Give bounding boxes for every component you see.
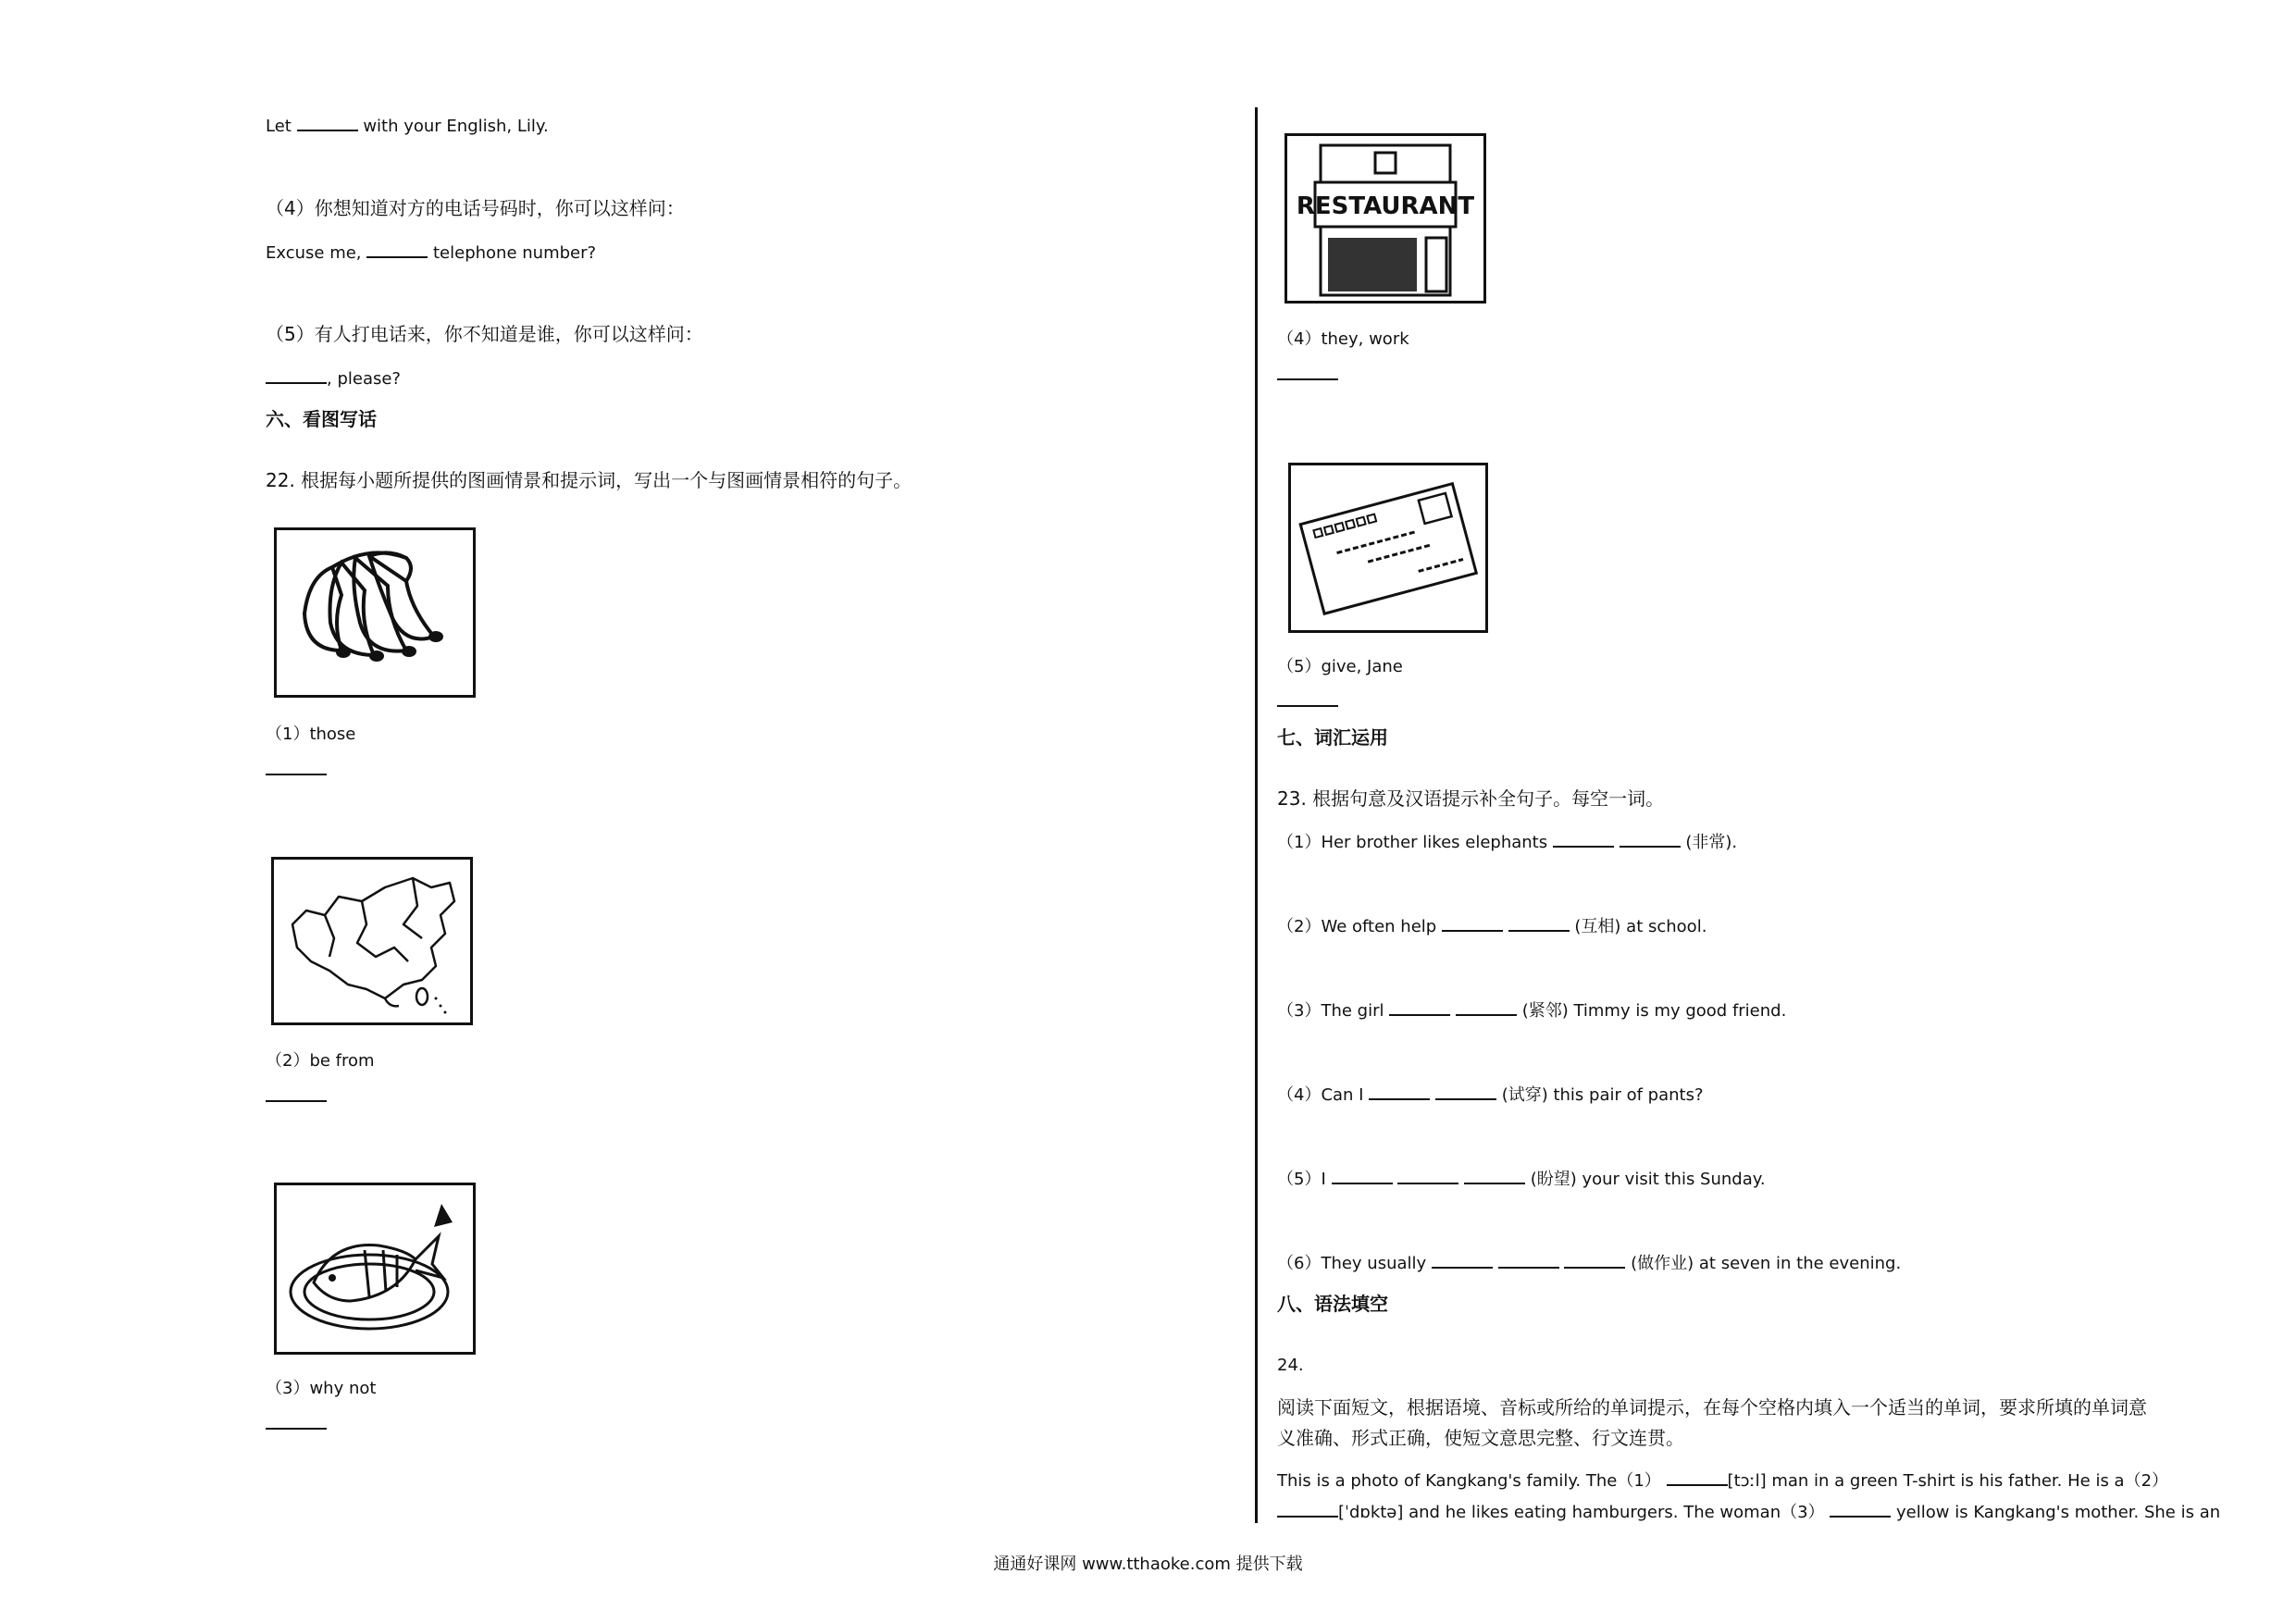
right-item-4-label: （4）they, work [1277,329,1409,349]
page-footer: 通通好课网 www.tthaoke.com 提供下载 [993,1555,1303,1574]
text: （5）I [1277,1170,1326,1189]
q22-prompt: 22. 根据每小题所提供的图画情景和提示词，写出一个与图画情景相符的句子。 [266,469,912,491]
q5-prompt: （5）有人打电话来，你不知道是谁，你可以这样问： [266,323,703,345]
restaurant-icon [1287,136,1483,301]
text: with your English, Lily. [363,117,549,136]
answer-blank[interactable] [266,367,327,384]
text: (盼望) your visit this Sunday. [1530,1170,1766,1189]
q24-instruction-line-1: 阅读下面短文，根据语境、音标或所给的单词提示，在每个空格内填入一个适当的单词，要求所填的单词意 [1277,1396,2147,1419]
text: telephone number? [433,243,597,263]
answer-blank[interactable] [1369,1084,1430,1100]
answer-blank[interactable] [1389,999,1450,1016]
fish-dish-picture [274,1183,476,1355]
text: This is a photo of Kangkang's family. The（1） [1277,1471,1661,1491]
envelope-icon [1291,465,1485,630]
item-1-label: （1）those [266,725,356,744]
answer-blank[interactable] [1464,1168,1525,1184]
text: (紧邻) Timmy is my good friend. [1521,1001,1787,1021]
answer-blank[interactable] [1397,1168,1458,1184]
text: Excuse me, [266,243,362,263]
text: yellow is Kangkang's mother. She is an [1896,1503,2221,1522]
item-3-label: （3）why not [266,1379,377,1398]
china-map-picture [271,857,473,1025]
answer-blank[interactable] [1498,1252,1559,1269]
answer-blank[interactable] [297,115,358,131]
answer-blank[interactable] [1508,915,1570,932]
right-item-5-label: （5）give, Jane [1277,657,1403,676]
text: (试穿) this pair of pants? [1501,1085,1704,1105]
item-2-label: （2）be from [266,1051,375,1071]
column-divider [1255,107,1258,1523]
bananas-icon [277,530,473,695]
q4-sentence [266,242,596,264]
q23-item [1277,1084,1704,1106]
text: (做作业) at seven in the evening. [1631,1254,1902,1273]
answer-blank[interactable] [1620,831,1681,848]
let-sentence [266,115,549,137]
q23-item [1277,915,1706,937]
section-7-title: 七、词汇运用 [1277,726,1388,749]
q23-prompt: 23. 根据句意及汉语提示补全句子。每空一词。 [1277,787,1665,810]
bananas-picture [274,527,476,698]
text: , please? [327,369,401,389]
answer-blank[interactable] [1667,1469,1728,1486]
section-8-title: 八、语法填空 [1277,1293,1388,1315]
q4-prompt: （4）你想知道对方的电话号码时，你可以这样问： [266,197,685,219]
text: [ˈdɒktə] and he likes eating hamburgers. The woman（3） [1338,1503,1825,1522]
passage-line-1 [1277,1469,2168,1492]
text: （3）The girl [1277,1001,1384,1021]
answer-line[interactable] [1277,705,1338,707]
answer-line[interactable] [1277,378,1338,380]
text: （6）They usually [1277,1254,1427,1273]
answer-blank[interactable] [1332,1168,1393,1184]
answer-line[interactable] [266,774,327,775]
fish-dish-icon [277,1185,473,1352]
envelope-picture [1288,463,1488,633]
answer-blank[interactable] [1456,999,1517,1016]
restaurant-sign-text: RESTAURANT [1296,192,1475,220]
answer-line[interactable] [266,1428,327,1430]
q23-item [1277,1168,1766,1190]
answer-blank[interactable] [1553,831,1614,848]
answer-blank[interactable] [1830,1501,1891,1518]
answer-line[interactable] [266,1100,327,1102]
text: （4）Can I [1277,1085,1364,1105]
restaurant-picture [1285,133,1486,304]
text: (非常). [1685,833,1738,852]
text: Let [266,117,292,136]
answer-blank[interactable] [1442,915,1503,932]
text: (互相) at school. [1574,917,1707,936]
text: （2）We often help [1277,917,1437,936]
answer-blank[interactable] [1432,1252,1493,1269]
answer-blank[interactable] [1564,1252,1625,1269]
answer-blank[interactable] [366,242,428,258]
q23-item [1277,1252,1901,1274]
q24-number: 24. [1277,1356,1304,1375]
q23-item [1277,999,1786,1022]
q5-sentence [266,367,401,390]
text: （1）Her brother likes elephants [1277,833,1548,852]
passage-line-2 [1277,1501,2220,1523]
q23-item [1277,831,1737,853]
text: [tɔːl] man in a green T-shirt is his father. He is a（2） [1727,1471,2169,1491]
china-map-icon [274,860,470,1022]
q24-instruction-line-2: 义准确、形式正确，使短文意思完整、行文连贯。 [1277,1427,1684,1449]
section-6-title: 六、看图写话 [266,408,377,430]
answer-blank[interactable] [1277,1501,1338,1518]
answer-blank[interactable] [1435,1084,1496,1100]
